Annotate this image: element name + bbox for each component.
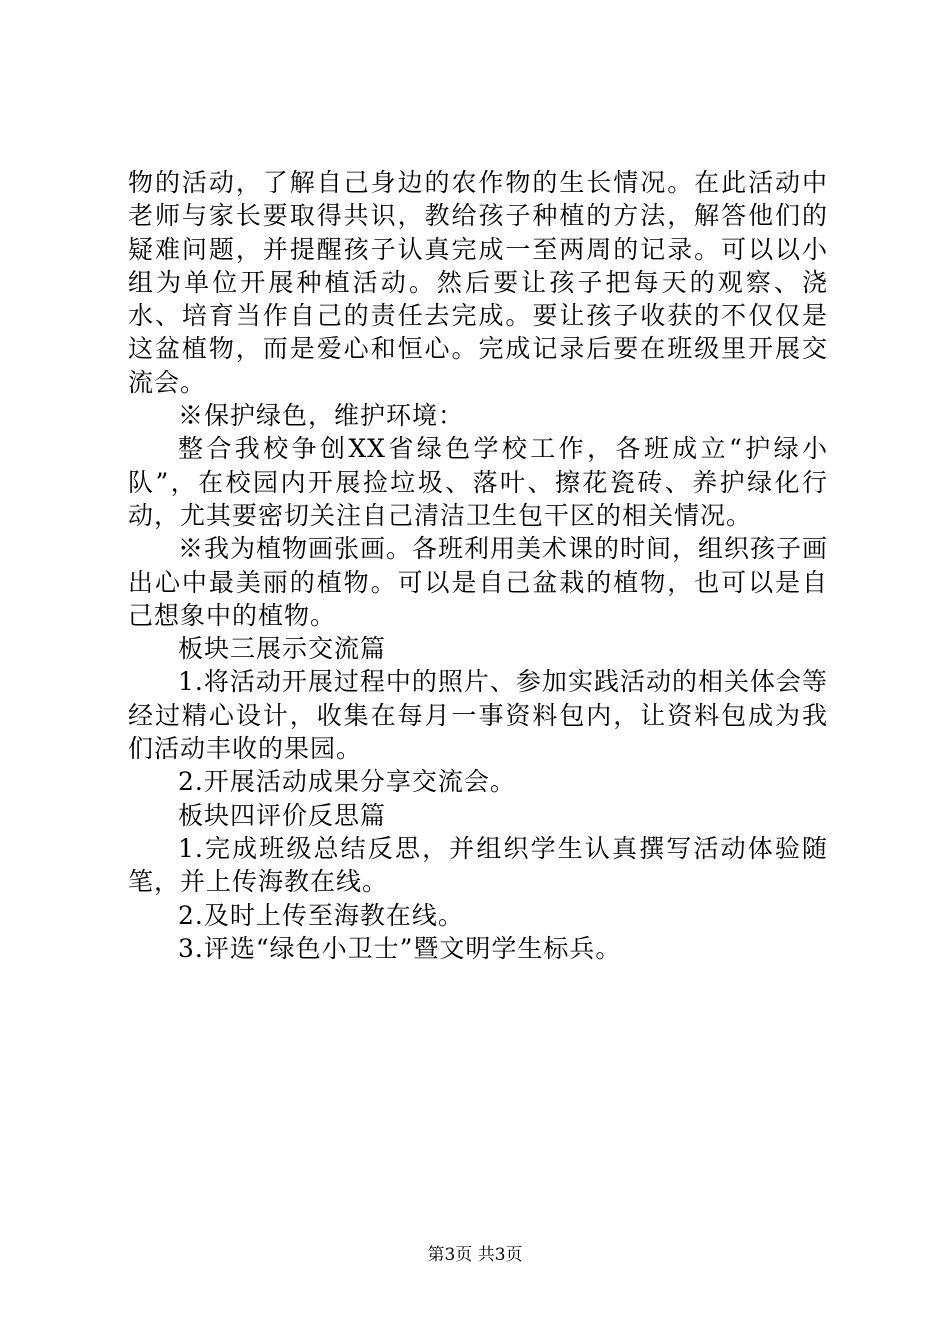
page-footer: 第3页 共3页: [427, 1245, 523, 1265]
list-item-upload: 2.及时上传至海教在线。: [178, 900, 464, 930]
list-item-selection: 3.评选“绿色小卫士”暨文明学生标兵。: [178, 933, 622, 963]
list-item-photos-collection: 1.将活动开展过程中的照片、参加实践活动的相关体会等经过精心设计，收集在每月一事资料包内，让资料包成为我们活动丰收的果园。: [128, 667, 828, 764]
document-body: [128, 166, 828, 965]
list-item-class-summary: 1.完成班级总结反思，并组织学生认真撰写活动体验随笔，并上传海教在线。: [128, 833, 828, 897]
paragraph-planting-activity: 物的活动，了解自己身边的农作物的生长情况。在此活动中老师与家长要取得共识，教给孩子种植的方法，解答他们的疑难问题，并提醒孩子认真完成一至两周的记录。可以以小组为单位开展种植活动。然后要让孩子把每天的观察、浇水、培育当作自己的责任去完成。要让孩子收获的不仅仅是这盆植物，而是爱心和恒心。完成记录后要在班级里开展交流会。: [128, 168, 828, 397]
list-item-sharing-meeting: 2.开展活动成果分享交流会。: [178, 767, 516, 797]
paragraph-green-school: 整合我校争创XX省绿色学校工作，各班成立“护绿小队”，在校园内开展捡垃圾、落叶、擦花瓷砖、养护绿化行动，尤其要密切关注自己清洁卫生包干区的相关情况。: [128, 434, 828, 530]
paragraph-draw-plants: ※我为植物画张画。各班利用美术课的时间，组织孩子画出心中最美丽的植物。可以是自己盆栽的植物，也可以是自己想象中的植物。: [128, 534, 829, 630]
paragraph-protect-green-heading: ※保护绿色，维护环境：: [178, 401, 465, 431]
section-heading-evaluation: 板块四评价反思篇: [178, 800, 387, 830]
section-heading-display-exchange: 板块三展示交流篇: [178, 634, 387, 664]
